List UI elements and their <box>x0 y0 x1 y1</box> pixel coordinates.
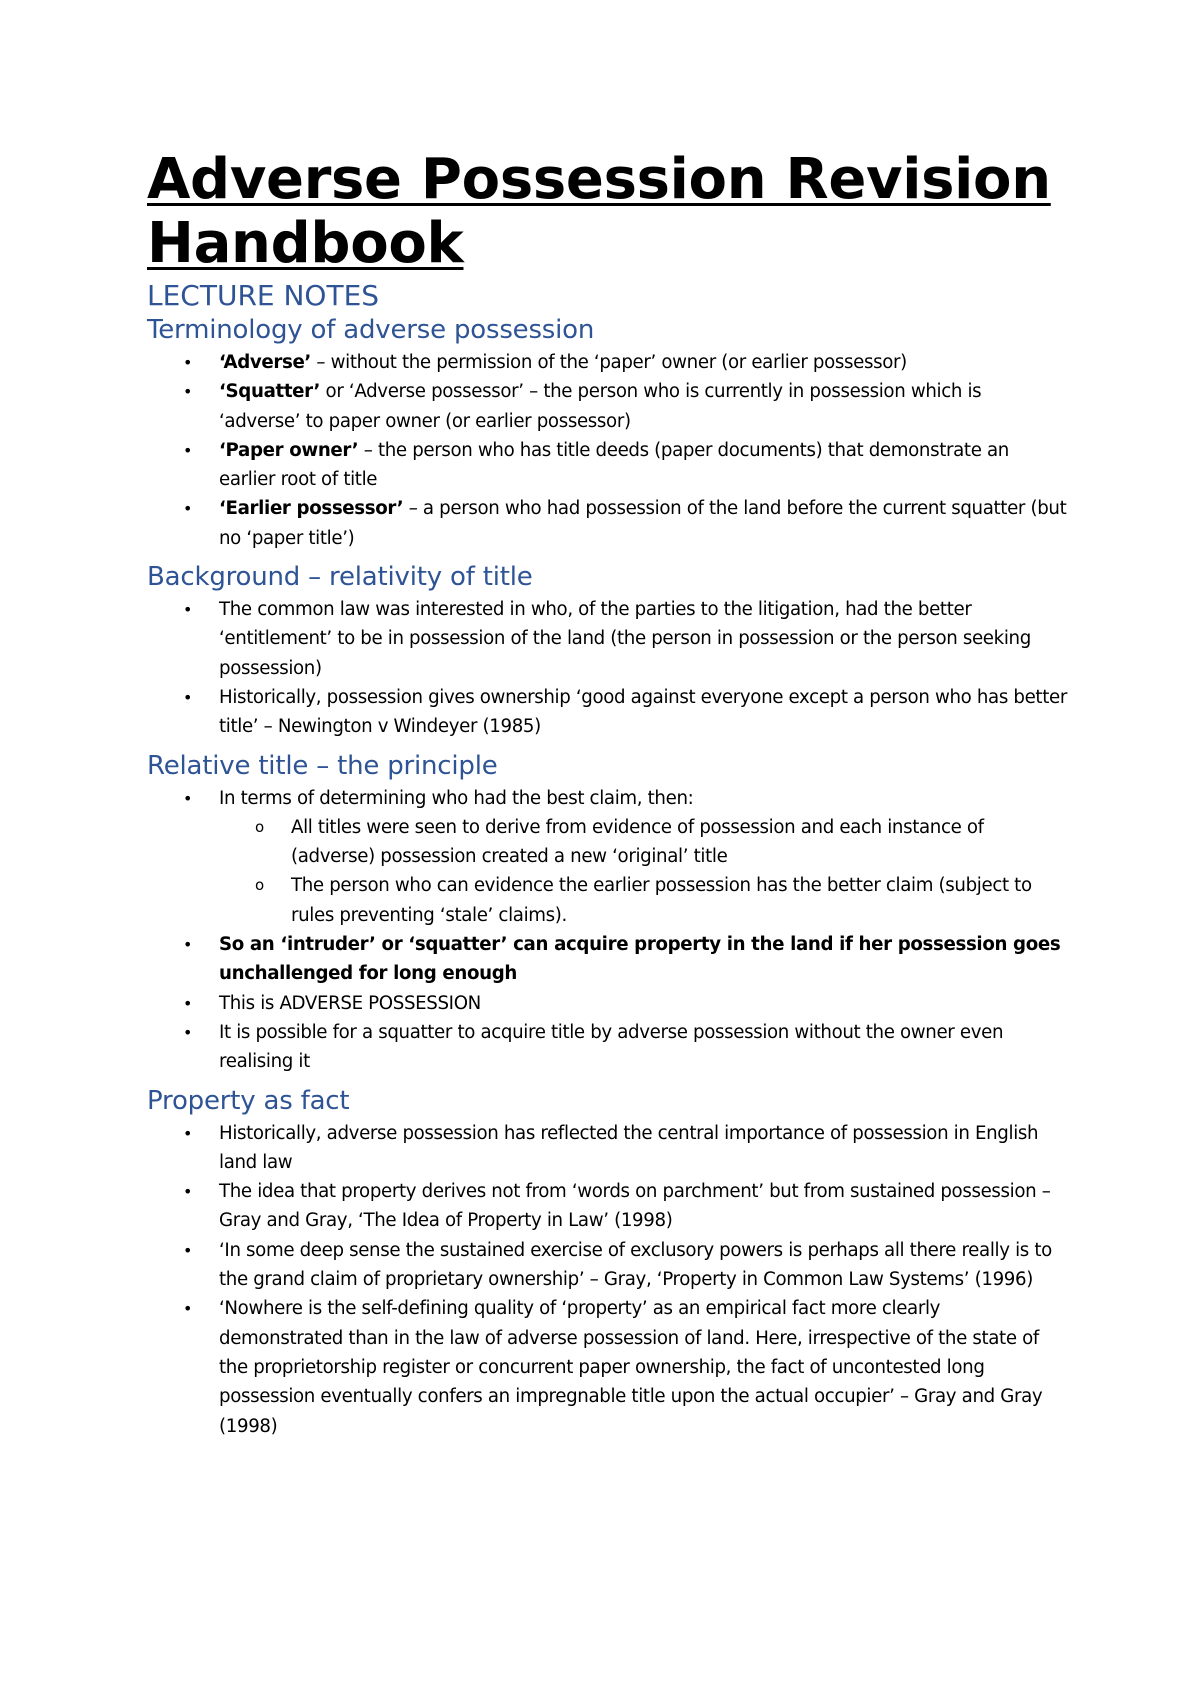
bullet-icon: • <box>183 1123 193 1143</box>
term: ‘Earlier possessor’ <box>219 498 404 520</box>
document-page <box>147 148 1067 1441</box>
sub-bullet-icon: o <box>255 817 264 836</box>
bullet-icon: • <box>183 353 193 372</box>
bullet-icon: • <box>183 1240 193 1260</box>
heading-terminology: Terminology of adverse possession <box>147 315 595 345</box>
list-item-text: It is possible for a squatter to acquire title by adverse possession without the owner even realising it <box>219 1021 1004 1073</box>
section-property-as-fact <box>147 1085 1067 1441</box>
list-item <box>147 436 1067 495</box>
list-item <box>147 377 1067 436</box>
list-item-text: The common law was interested in who, of the parties to the litigation, had the better ‘entitlement’ to be in possession of the land (the person in possession or the person seeking possession) <box>219 599 1031 679</box>
relative-title-list <box>147 784 1067 1077</box>
background-list <box>147 595 1067 741</box>
sub-list-item <box>147 813 1067 872</box>
section-terminology <box>147 314 1067 553</box>
list-item <box>147 1236 1067 1295</box>
list-item <box>147 1018 1067 1077</box>
bullet-icon: • <box>183 382 193 402</box>
list-item <box>147 930 1067 989</box>
list-item-text: This is ADVERSE POSSESSION <box>219 992 481 1014</box>
bullet-icon: • <box>183 935 193 955</box>
list-item-text: In terms of determining who had the best claim, then: <box>219 787 694 809</box>
list-item <box>147 348 1067 377</box>
list-item <box>147 1119 1067 1178</box>
list-item <box>147 1177 1067 1236</box>
heading-property-as-fact: Property as fact <box>147 1085 350 1116</box>
list-item-text: Historically, adverse possession has reflected the central importance of possession in English land law <box>219 1122 1039 1173</box>
list-item-text: The idea that property derives not from ‘words on parchment’ but from sustained possession – Gray and Gray, ‘The Idea of Property in Law’ (1998) <box>219 1181 1051 1232</box>
bullet-icon: • <box>183 687 193 707</box>
term: ‘Adverse’ <box>219 352 311 373</box>
term-definition: – without the permission of the ‘paper’ owner (or earlier possessor) <box>311 352 907 373</box>
term-definition: or ‘Adverse possessor’ – the person who is currently in possession which is ‘adverse’ to paper owner (or earlier possessor) <box>219 381 982 432</box>
list-item <box>147 1294 1067 1440</box>
list-item <box>147 595 1067 683</box>
sub-list <box>147 813 1067 930</box>
term: ‘Paper owner’ <box>219 439 359 461</box>
bullet-icon: • <box>183 993 193 1013</box>
bullet-icon: • <box>183 788 193 808</box>
property-fact-list <box>147 1119 1067 1441</box>
bullet-icon: • <box>183 499 193 519</box>
term: ‘Squatter’ <box>219 381 321 403</box>
section-background <box>147 561 1067 741</box>
term-definition: – the person who has title deeds (paper documents) that demonstrate an earlier root of title <box>219 439 1009 491</box>
sub-bullet-icon: o <box>255 876 264 895</box>
term-definition: – a person who had possession of the land before the current squatter (but no ‘paper title’) <box>219 498 1067 549</box>
bullet-icon: • <box>183 1182 193 1202</box>
list-item <box>147 494 1067 553</box>
list-item-text: ‘Nowhere is the self-defining quality of ‘property’ as an empirical fact more clearly demonstrated than in the law of adverse possession of land. Here, irrespective of the state of the proprietorship register or concurrent paper ownership, the fact of uncontested long possession eventually confers an impregnable title upon the actual occupier’ – Gray and Gray (1998) <box>219 1298 1043 1437</box>
heading-background: Background – relativity of title <box>147 562 533 593</box>
sub-list-item-text: All titles were seen to derive from evidence of possession and each instance of (adverse) possession created a new ‘original’ title <box>291 816 984 868</box>
list-item <box>147 683 1067 742</box>
section-relative-title <box>147 750 1067 1077</box>
bullet-icon: • <box>183 440 193 460</box>
list-item-text: ‘In some deep sense the sustained exercise of exclusory powers is perhaps all there really is to the grand claim of proprietary ownership’ – Gray, ‘Property in Common Law Systems’ (1996) <box>219 1239 1052 1291</box>
bullet-icon: • <box>183 1022 193 1042</box>
list-item-text: Historically, possession gives ownership ‘good against everyone except a person who has better title’ – Newington v Windeyer (1985) <box>219 686 1067 738</box>
sub-list-item <box>147 871 1067 930</box>
list-item <box>147 989 1067 1018</box>
bullet-icon: • <box>183 600 193 620</box>
heading-relative-title: Relative title – the principle <box>147 750 498 781</box>
list-item <box>147 784 1067 930</box>
terminology-list <box>147 348 1067 553</box>
section-label: LECTURE NOTES <box>147 279 380 312</box>
document-title: Adverse Possession Revision Handbook <box>147 147 1051 276</box>
list-item-text-bold: So an ‘intruder’ or ‘squatter’ can acquire property in the land if her possession goes unchallenged for long enough <box>219 934 1061 985</box>
sub-list-item-text: The person who can evidence the earlier possession has the better claim (subject to rules preventing ‘stale’ claims). <box>291 875 1032 926</box>
bullet-icon: • <box>183 1299 193 1319</box>
